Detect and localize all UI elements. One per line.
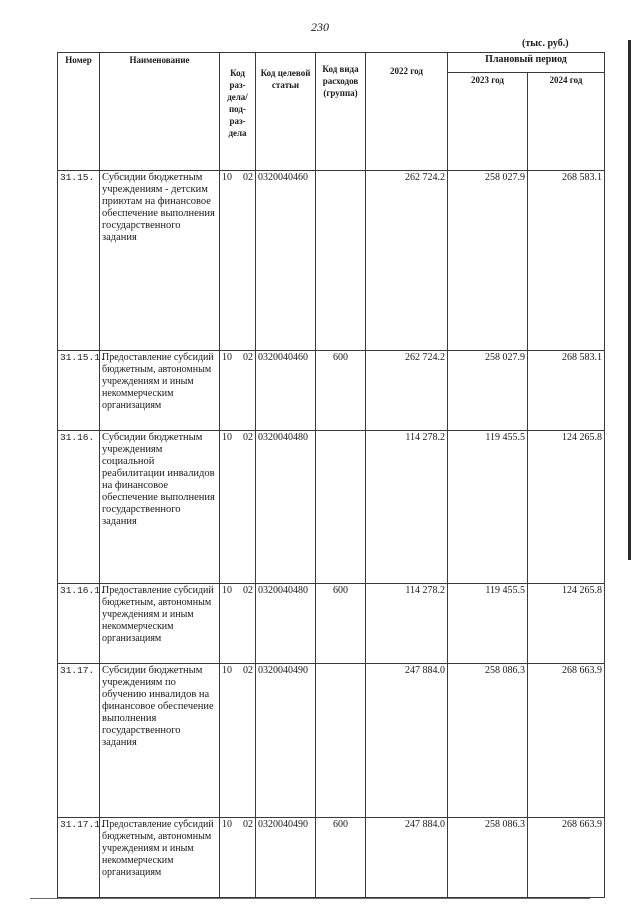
row-amount-2024: 124 265.8 <box>528 584 605 664</box>
row-amount-2023: 258 027.9 <box>448 171 528 351</box>
row-name: Предоставление субсидий бюджетным, автономным учреждениям и иным некоммерческим организациям <box>100 818 220 898</box>
row-name: Субсидии бюджетным учреждениям по обучению инвалидов на финансовое обеспечение выполнения государственного задания <box>100 664 220 818</box>
header-section: Код раз-дела/ под-раз-дела <box>220 53 256 171</box>
row-expense-code <box>316 431 366 584</box>
row-amount-2024: 268 663.9 <box>528 664 605 818</box>
row-expense-code <box>316 664 366 818</box>
header-2023: 2023 год <box>448 73 528 171</box>
row-amount-2024: 124 265.8 <box>528 431 605 584</box>
row-amount-2022: 247 884.0 <box>366 818 448 898</box>
row-expense-code: 600 <box>316 584 366 664</box>
row-amount-2022: 262 724.2 <box>366 171 448 351</box>
header-name: Наименование <box>100 53 220 171</box>
row-name: Субсидии бюджетным учреждениям социальной реабилитации инвалидов на финансовое обеспечение выполнения государственного задания <box>100 431 220 584</box>
row-section-code: 10 02 <box>220 664 256 818</box>
row-amount-2024: 268 663.9 <box>528 818 605 898</box>
table-row <box>58 431 605 584</box>
units-label: (тыс. руб.) <box>522 38 569 49</box>
row-expense-code: 600 <box>316 818 366 898</box>
row-amount-2023: 119 455.5 <box>448 431 528 584</box>
row-number: 31.16.1. <box>58 584 100 664</box>
table-row <box>58 664 605 818</box>
row-amount-2023: 119 455.5 <box>448 584 528 664</box>
row-section-code: 10 02 <box>220 171 256 351</box>
table-row <box>58 818 605 898</box>
row-amount-2023: 258 086.3 <box>448 664 528 818</box>
table-row <box>58 351 605 431</box>
row-target-code: 0320040490 <box>256 818 316 898</box>
row-number: 31.15.1. <box>58 351 100 431</box>
row-amount-2023: 258 027.9 <box>448 351 528 431</box>
row-number: 31.16. <box>58 431 100 584</box>
row-section-code: 10 02 <box>220 351 256 431</box>
row-target-code: 0320040480 <box>256 431 316 584</box>
header-target: Код целевой статьи <box>256 53 316 171</box>
row-amount-2023: 258 086.3 <box>448 818 528 898</box>
scan-edge <box>628 40 631 560</box>
row-amount-2024: 268 583.1 <box>528 171 605 351</box>
scan-bottom-line <box>30 898 590 899</box>
row-amount-2022: 114 278.2 <box>366 584 448 664</box>
row-amount-2024: 268 583.1 <box>528 351 605 431</box>
row-name: Предоставление субсидий бюджетным, автономным учреждениям и иным некоммерческим организациям <box>100 584 220 664</box>
row-target-code: 0320040460 <box>256 171 316 351</box>
header-number: Номер <box>58 53 100 171</box>
row-amount-2022: 114 278.2 <box>366 431 448 584</box>
row-target-code: 0320040490 <box>256 664 316 818</box>
budget-table <box>57 52 605 898</box>
row-number: 31.17. <box>58 664 100 818</box>
table-row <box>58 584 605 664</box>
header-2024: 2024 год <box>528 73 605 171</box>
row-amount-2022: 262 724.2 <box>366 351 448 431</box>
header-2022: 2022 год <box>366 53 448 171</box>
row-name: Субсидии бюджетным учреждениям - детским приютам на финансовое обеспечение выполнения государственного задания <box>100 171 220 351</box>
row-number: 31.15. <box>58 171 100 351</box>
row-expense-code <box>316 171 366 351</box>
row-expense-code: 600 <box>316 351 366 431</box>
table-row <box>58 171 605 351</box>
row-section-code: 10 02 <box>220 584 256 664</box>
row-target-code: 0320040480 <box>256 584 316 664</box>
row-section-code: 10 02 <box>220 431 256 584</box>
header-planning: Плановый период <box>448 53 605 73</box>
page-number: 230 <box>311 20 329 34</box>
row-number: 31.17.1. <box>58 818 100 898</box>
row-section-code: 10 02 <box>220 818 256 898</box>
row-amount-2022: 247 884.0 <box>366 664 448 818</box>
header-expense: Код вида расходов (группа) <box>316 53 366 171</box>
row-name: Предоставление субсидий бюджетным, автономным учреждениям и иным некоммерческим организациям <box>100 351 220 431</box>
row-target-code: 0320040460 <box>256 351 316 431</box>
